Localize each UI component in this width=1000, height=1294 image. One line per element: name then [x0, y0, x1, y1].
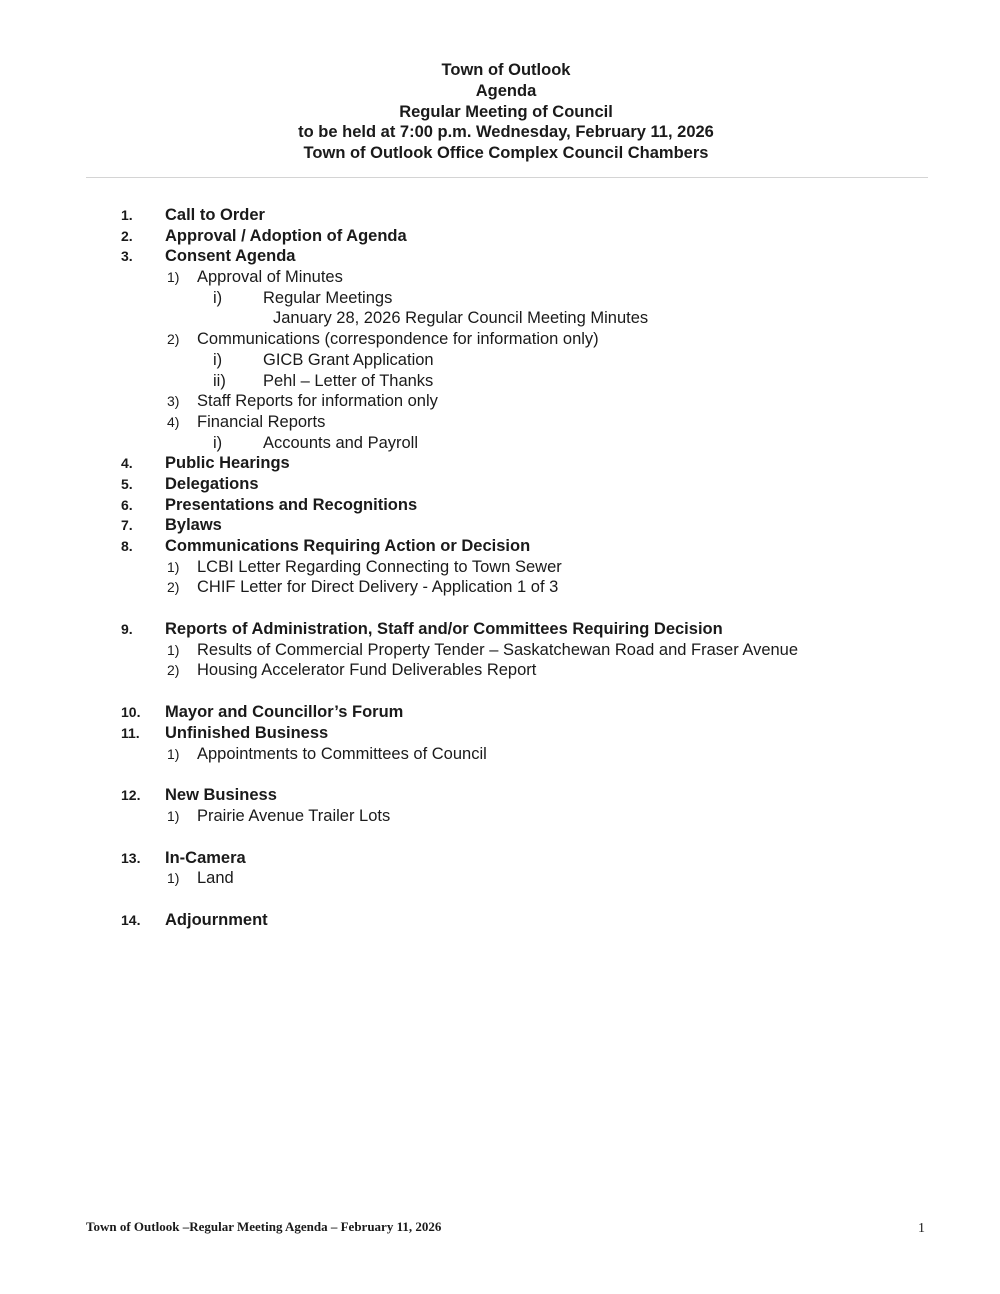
sub-item-text: Housing Accelerator Fund Deliverables Report — [197, 661, 537, 680]
item-title: Call to Order — [165, 206, 265, 224]
roman-sub-item — [0, 371, 1000, 392]
roman-numeral: i) — [213, 350, 223, 369]
item-number: 7. — [121, 517, 133, 534]
sub-item-detail — [0, 308, 1000, 329]
roman-sub-item-text: Pehl – Letter of Thanks — [263, 371, 434, 390]
agenda-item-12 — [0, 785, 1000, 806]
item-title: Unfinished Business — [165, 723, 329, 742]
sub-item-text: LCBI Letter Regarding Connecting to Town Sewer — [197, 557, 562, 576]
sub-item — [0, 391, 1000, 412]
item-number: 1. — [121, 207, 133, 223]
item-title: Delegations — [165, 474, 259, 493]
item-number: 14. — [121, 911, 141, 928]
item-title: New Business — [165, 786, 277, 805]
meeting-location: Town of Outlook Office Complex Council Chambers — [303, 144, 709, 163]
agenda-item-4 — [0, 453, 1000, 474]
sub-item-number: 1) — [167, 558, 180, 575]
agenda-item-11 — [0, 723, 1000, 744]
sub-item — [0, 640, 1000, 661]
item-title: Reports of Administration, Staff and/or Committees Requiring Decision — [165, 620, 723, 639]
item-number: 4. — [121, 455, 133, 472]
meeting-time: to be held at 7:00 p.m. Wednesday, February 11, 2026 — [298, 123, 714, 142]
sub-item-number: 3) — [167, 393, 180, 410]
item-title: Adjournment — [165, 910, 268, 929]
meeting-type: Regular Meeting of Council — [399, 102, 613, 121]
sub-item — [0, 267, 1000, 288]
item-number: 12. — [121, 787, 141, 804]
document-type: Agenda — [475, 81, 537, 100]
item-number: 2. — [121, 227, 133, 244]
item-number: 9. — [121, 621, 133, 638]
item-number: 13. — [121, 849, 141, 866]
sub-item-number: 1) — [167, 641, 180, 658]
roman-numeral: ii) — [213, 371, 226, 390]
agenda-item-8 — [0, 536, 1000, 557]
agenda-item-2 — [0, 226, 1000, 247]
agenda-item-1 — [0, 205, 1000, 226]
sub-item-text: Results of Commercial Property Tender – Saskatchewan Road and Fraser Avenue — [197, 640, 799, 659]
roman-numeral: i) — [213, 433, 223, 452]
sub-item — [0, 412, 1000, 433]
sub-item-number: 1) — [167, 745, 180, 762]
sub-item — [0, 577, 1000, 598]
item-title: Mayor and Councillor’s Forum — [165, 703, 404, 722]
roman-numeral: i) — [213, 288, 223, 307]
sub-item-text: Financial Reports — [197, 412, 326, 431]
item-title: In-Camera — [165, 848, 246, 867]
item-title: Public Hearings — [165, 454, 290, 473]
sub-item-number: 1) — [167, 870, 180, 887]
sub-item-text: Communications (correspondence for information only) — [197, 330, 599, 349]
agenda-item-5 — [0, 474, 1000, 495]
sub-item-text: Staff Reports for information only — [197, 392, 438, 411]
agenda-item-14 — [0, 910, 1000, 931]
agenda-header — [0, 60, 1000, 164]
item-title: Presentations and Recognitions — [165, 495, 418, 514]
item-number: 6. — [121, 496, 133, 513]
agenda-item-3 — [0, 246, 1000, 267]
agenda-item-10 — [0, 702, 1000, 723]
item-title: Communications Requiring Action or Decision — [165, 537, 531, 555]
item-title: Bylaws — [165, 516, 222, 535]
header-divider — [86, 177, 928, 178]
agenda-item-7 — [0, 515, 1000, 536]
agenda-item-9 — [0, 619, 1000, 640]
roman-sub-item-text: Accounts and Payroll — [263, 433, 419, 452]
sub-item-text: CHIF Letter for Direct Delivery - Application 1 of 3 — [197, 578, 559, 597]
item-title: Approval / Adoption of Agenda — [165, 226, 407, 245]
sub-item-text: Prairie Avenue Trailer Lots — [197, 806, 391, 825]
sub-item-number: 1) — [167, 807, 180, 824]
agenda-list — [0, 205, 1000, 931]
minutes-reference: January 28, 2026 Regular Council Meeting Minutes — [273, 309, 649, 328]
item-number: 5. — [121, 475, 133, 492]
item-number: 3. — [121, 248, 133, 265]
sub-item-text: Appointments to Committees of Council — [197, 744, 487, 763]
agenda-item-6 — [0, 495, 1000, 516]
page-number: 1 — [918, 1221, 925, 1236]
sub-item — [0, 557, 1000, 578]
sub-item — [0, 329, 1000, 350]
sub-item-number: 4) — [167, 413, 180, 430]
roman-sub-item-text: Regular Meetings — [263, 288, 393, 307]
item-number: 10. — [121, 704, 141, 721]
roman-sub-item-text: GICB Grant Application — [263, 350, 434, 369]
sub-item — [0, 744, 1000, 765]
item-number: 8. — [121, 538, 133, 554]
sub-item-number: 2) — [167, 331, 180, 348]
sub-item-text: Land — [197, 869, 234, 888]
sub-item-text: Approval of Minutes — [197, 268, 343, 287]
item-number: 11. — [121, 724, 140, 741]
sub-item-number: 2) — [167, 662, 180, 679]
sub-item-number: 2) — [167, 579, 180, 596]
footer-text: Town of Outlook –Regular Meeting Agenda – February 11, 2026 — [86, 1219, 442, 1234]
roman-sub-item — [0, 288, 1000, 309]
agenda-item-13 — [0, 848, 1000, 869]
item-title: Consent Agenda — [165, 247, 296, 266]
roman-sub-item — [0, 433, 1000, 454]
sub-item — [0, 806, 1000, 827]
town-name: Town of Outlook — [441, 61, 571, 79]
roman-sub-item — [0, 350, 1000, 371]
sub-item — [0, 660, 1000, 681]
sub-item-number: 1) — [167, 269, 180, 286]
sub-item — [0, 868, 1000, 889]
